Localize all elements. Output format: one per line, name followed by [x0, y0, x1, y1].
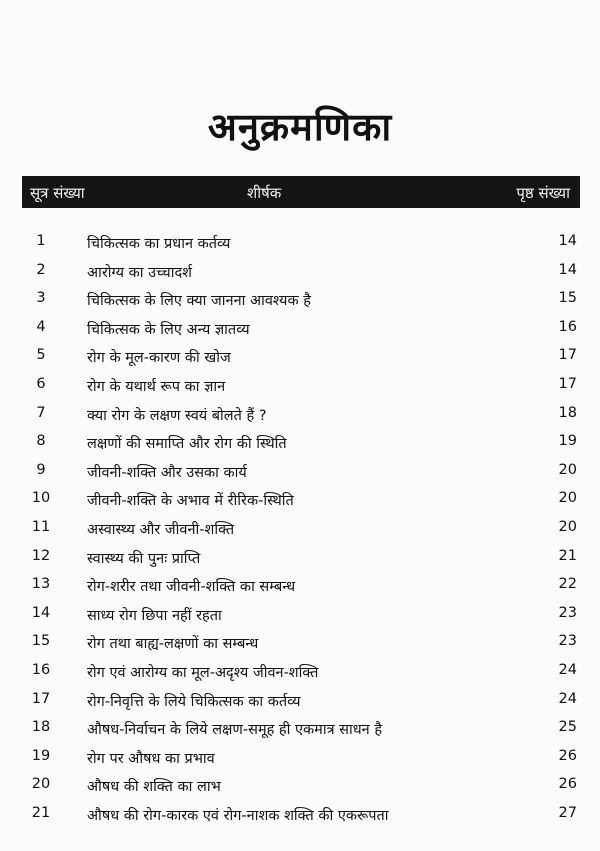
- contents-list: [22, 228, 580, 828]
- table-row: [22, 314, 580, 343]
- row-number: 9: [36, 461, 46, 478]
- row-page: 21: [558, 547, 577, 564]
- row-title: औषध-निर्वाचन के लिये लक्षण-समूह ही एकमात्र साधन है: [87, 722, 383, 739]
- row-number: 17: [31, 690, 51, 707]
- row-number: 7: [36, 404, 46, 421]
- table-header: [22, 176, 580, 208]
- table-row: [22, 428, 580, 457]
- row-title: रोग-निवृत्ति के लिये चिकित्सक का कर्तव्य: [87, 693, 301, 710]
- row-number: 13: [31, 576, 51, 593]
- row-title: क्या रोग के लक्षण स्वयं बोलते हैं ?: [87, 407, 267, 424]
- table-row: [22, 543, 580, 572]
- row-title: रोग तथा बाह्य-लक्षणों का सम्बन्ध: [87, 636, 259, 653]
- row-title: चिकित्सक के लिए क्या जानना आवश्यक है: [87, 293, 311, 310]
- table-row: [22, 800, 580, 829]
- row-page: 26: [558, 747, 577, 764]
- row-title: औषध की रोग-कारक एवं रोग-नाशक शक्ति की एकरूपता: [87, 807, 389, 824]
- row-title: लक्षणों की समाप्ति और रोग की स्थिति: [87, 436, 287, 453]
- row-page: 19: [558, 433, 577, 450]
- row-title: चिकित्सक के लिए अन्य ज्ञातव्य: [87, 321, 250, 338]
- table-row: [22, 257, 580, 286]
- row-number: 11: [31, 518, 51, 535]
- row-number: 12: [31, 547, 51, 564]
- row-page: 18: [558, 404, 577, 421]
- row-title: औषध की शक्ति का लाभ: [87, 779, 221, 796]
- table-row: [22, 400, 580, 429]
- table-row: [22, 714, 580, 743]
- row-page: 24: [558, 690, 577, 707]
- row-number: 4: [36, 318, 46, 335]
- row-page: 20: [558, 490, 577, 507]
- row-page: 23: [558, 604, 577, 621]
- table-row: [22, 371, 580, 400]
- row-title: जीवनी-शक्ति के अभाव में रीरिक-स्थिति: [87, 493, 294, 510]
- row-page: 22: [558, 576, 577, 593]
- row-title: अस्वास्थ्य और जीवनी-शक्ति: [87, 521, 235, 538]
- row-number: 1: [36, 233, 46, 249]
- row-number: 2: [36, 261, 46, 278]
- row-title: रोग के मूल-कारण की खोज: [87, 350, 231, 367]
- table-row: [22, 485, 580, 514]
- row-page: 26: [558, 776, 577, 793]
- table-row: [22, 743, 580, 772]
- row-number: 15: [31, 633, 51, 650]
- row-number: 21: [31, 804, 51, 821]
- table-row: [22, 457, 580, 486]
- row-title: साध्य रोग छिपा नहीं रहता: [87, 607, 222, 624]
- row-number: 20: [31, 776, 51, 793]
- row-page: 25: [558, 719, 577, 736]
- row-page: 16: [558, 318, 577, 335]
- row-number: 18: [31, 719, 51, 736]
- table-row: [22, 228, 580, 257]
- row-page: 20: [558, 461, 577, 478]
- row-page: 23: [558, 633, 577, 650]
- row-number: 16: [31, 661, 51, 678]
- row-page: 20: [558, 518, 577, 535]
- header-page-number: पृष्ठ संख्या: [516, 184, 570, 202]
- row-page: 14: [558, 261, 577, 278]
- row-title: रोग के यथार्थ रूप का ज्ञान: [87, 378, 226, 395]
- row-number: 14: [31, 604, 51, 621]
- row-page: 24: [558, 661, 577, 678]
- row-title: रोग पर औषध का प्रभाव: [87, 750, 215, 767]
- row-title: जीवनी-शक्ति और उसका कार्य: [87, 464, 247, 481]
- table-row: [22, 514, 580, 543]
- row-page: 27: [558, 804, 577, 821]
- header-title: शीर्षक: [247, 184, 282, 202]
- table-row: [22, 285, 580, 314]
- row-page: 17: [558, 347, 577, 364]
- table-row: [22, 600, 580, 629]
- table-row: [22, 771, 580, 800]
- table-row: [22, 686, 580, 715]
- row-title: आरोग्य का उच्चादर्श: [87, 264, 193, 281]
- row-title: चिकित्सक का प्रधान कर्तव्य: [87, 236, 231, 252]
- row-number: 5: [36, 347, 46, 364]
- row-title: रोग एवं आरोग्य का मूल-अदृश्य जीवन-शक्ति: [87, 664, 319, 681]
- table-row: [22, 571, 580, 600]
- table-row: [22, 657, 580, 686]
- row-title: स्वास्थ्य की पुनः प्राप्ति: [87, 550, 201, 567]
- row-number: 10: [31, 490, 51, 507]
- row-number: 19: [31, 747, 51, 764]
- table-row: [22, 342, 580, 371]
- page-title: अनुक्रमणिका: [207, 105, 393, 149]
- row-number: 8: [36, 433, 46, 450]
- row-page: 14: [558, 233, 577, 249]
- row-page: 17: [558, 375, 577, 392]
- row-number: 6: [36, 375, 46, 392]
- row-number: 3: [36, 290, 46, 307]
- row-title: रोग-शरीर तथा जीवनी-शक्ति का सम्बन्ध: [87, 579, 296, 596]
- table-row: [22, 628, 580, 657]
- row-page: 15: [558, 290, 577, 307]
- header-sutra-number: सूत्र संख्या: [30, 184, 85, 202]
